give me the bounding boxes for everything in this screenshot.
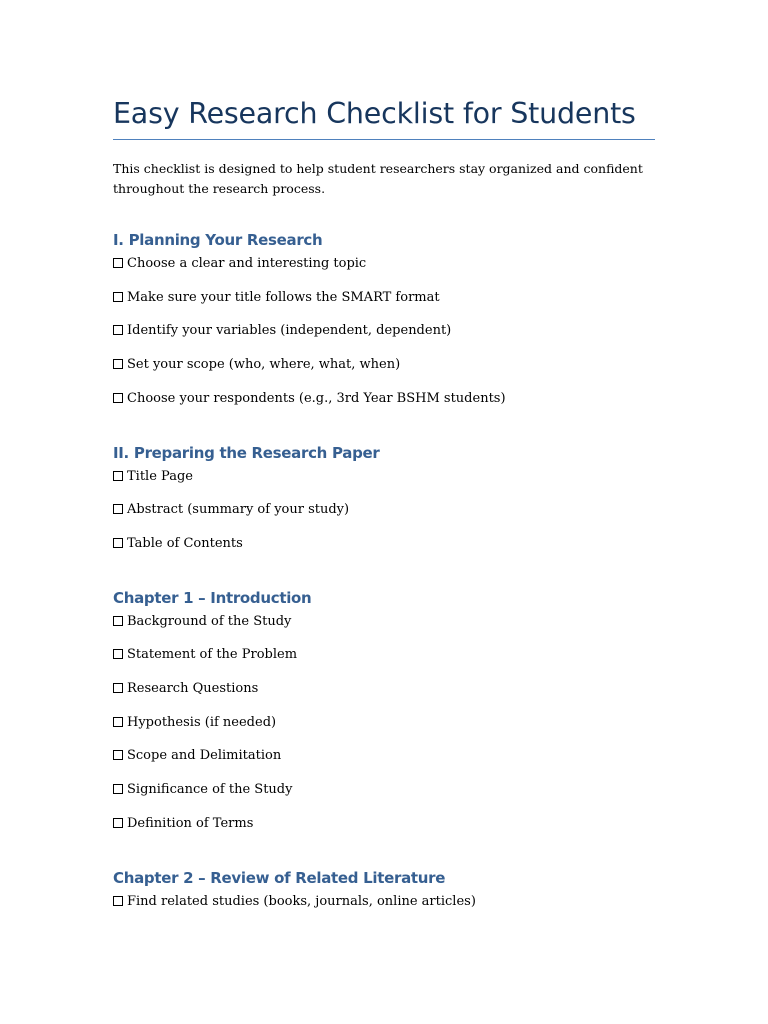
- checklist-item-label: Statement of the Problem: [127, 647, 298, 662]
- checkbox-icon[interactable]: [113, 504, 123, 514]
- checkbox-icon[interactable]: [113, 471, 123, 481]
- checklist-item[interactable]: [113, 288, 440, 308]
- checklist-item-label: Research Questions: [127, 681, 259, 696]
- checklist-item-label: Choose your respondents (e.g., 3rd Year BSHM students): [127, 391, 506, 406]
- checklist-item[interactable]: [113, 254, 366, 274]
- checkbox-icon[interactable]: [113, 616, 123, 626]
- checkbox-icon[interactable]: [113, 325, 123, 335]
- checklist-item[interactable]: [113, 713, 276, 733]
- checklist-item[interactable]: [113, 645, 297, 665]
- checkbox-icon[interactable]: [113, 393, 123, 403]
- checklist-item-label: Table of Contents: [127, 536, 243, 551]
- checklist-item-label: Significance of the Study: [127, 782, 293, 797]
- section-heading-planning: I. Planning Your Research: [113, 231, 323, 249]
- checkbox-icon[interactable]: [113, 784, 123, 794]
- checkbox-icon[interactable]: [113, 292, 123, 302]
- checkbox-icon[interactable]: [113, 258, 123, 268]
- checklist-item[interactable]: [113, 355, 400, 375]
- section-heading-chapter-1: Chapter 1 – Introduction: [113, 589, 312, 607]
- section-heading-chapter-2: Chapter 2 – Review of Related Literature: [113, 869, 446, 887]
- checklist-item-label: Abstract (summary of your study): [127, 502, 350, 517]
- checklist-item[interactable]: [113, 467, 193, 487]
- checklist-item-label: Identify your variables (independent, dependent): [127, 323, 452, 338]
- checkbox-icon[interactable]: [113, 649, 123, 659]
- checkbox-icon[interactable]: [113, 359, 123, 369]
- checklist-item[interactable]: [113, 746, 281, 766]
- checkbox-icon[interactable]: [113, 818, 123, 828]
- checklist-item-label: Choose a clear and interesting topic: [127, 256, 367, 271]
- checklist-item[interactable]: [113, 500, 349, 520]
- checkbox-icon[interactable]: [113, 896, 123, 906]
- title-underline: [113, 139, 655, 140]
- checklist-item-label: Find related studies (books, journals, online articles): [127, 894, 476, 909]
- checklist-item[interactable]: [113, 679, 258, 699]
- checkbox-icon[interactable]: [113, 717, 123, 727]
- page-title: Easy Research Checklist for Students: [113, 97, 636, 130]
- checklist-item[interactable]: [113, 892, 476, 912]
- checklist-item[interactable]: [113, 612, 291, 632]
- checklist-item[interactable]: [113, 814, 253, 834]
- checklist-item-label: Title Page: [127, 469, 193, 484]
- checklist-item-label: Background of the Study: [127, 614, 292, 629]
- checkbox-icon[interactable]: [113, 683, 123, 693]
- checklist-item-label: Hypothesis (if needed): [127, 715, 277, 730]
- checklist-item[interactable]: [113, 534, 243, 554]
- checklist-item[interactable]: [113, 780, 292, 800]
- intro-paragraph: This checklist is designed to help student researchers stay organized and confident throughout the research process.: [113, 161, 643, 196]
- checklist-item-label: Scope and Delimitation: [127, 748, 282, 763]
- section-heading-preparing: II. Preparing the Research Paper: [113, 444, 380, 462]
- checklist-item-label: Make sure your title follows the SMART format: [127, 290, 440, 305]
- checklist-item-label: Definition of Terms: [127, 816, 254, 831]
- checklist-item[interactable]: [113, 321, 451, 341]
- checklist-item-label: Set your scope (who, where, what, when): [127, 357, 401, 372]
- checklist-item[interactable]: [113, 389, 506, 409]
- checkbox-icon[interactable]: [113, 750, 123, 760]
- checkbox-icon[interactable]: [113, 538, 123, 548]
